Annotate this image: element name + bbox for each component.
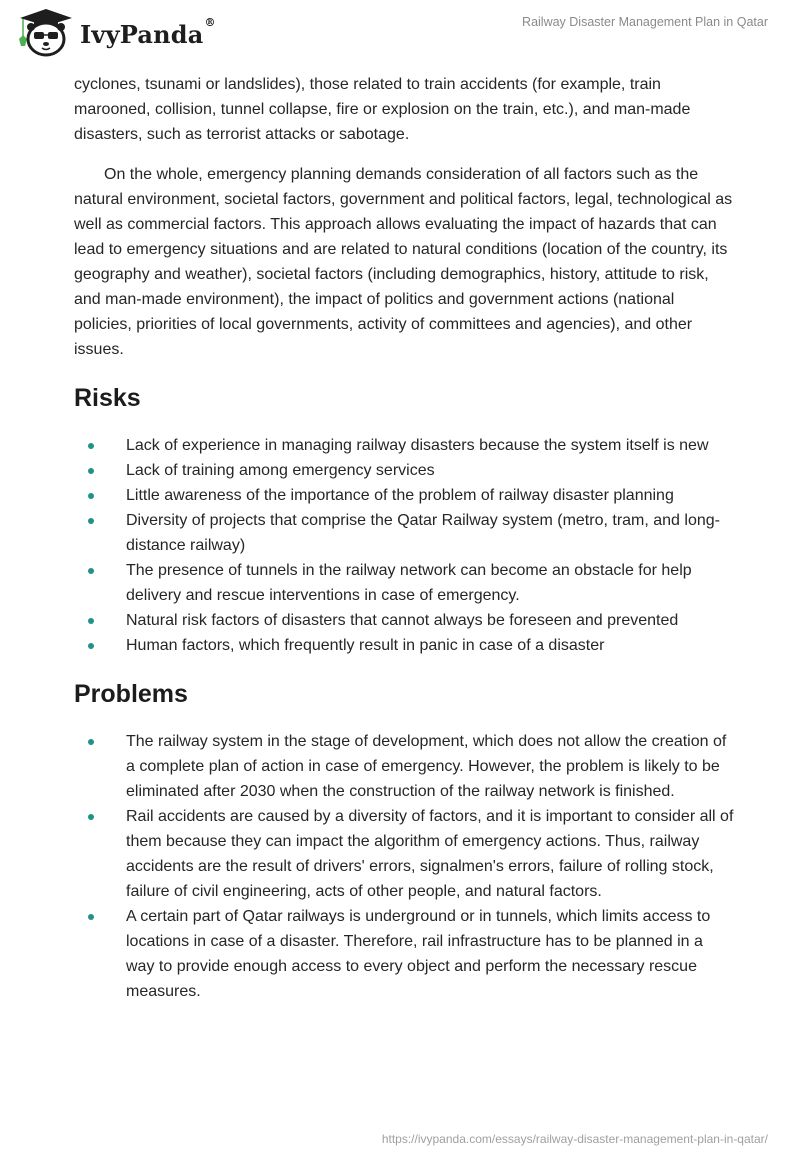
bullet-icon (88, 618, 94, 624)
problems-list (74, 729, 734, 1004)
bullet-icon (88, 468, 94, 474)
list-item: A certain part of Qatar railways is underground or in tunnels, which limits access to locations in case of a disaster. Therefore, rail infrastructure has to be planned in a way to provide enough access to every object and perform the necessary rescue measures. (74, 904, 734, 1004)
list-item: Human factors, which frequently result in panic in case of a disaster (74, 633, 734, 658)
paragraph: On the whole, emergency planning demands consideration of all factors such as the natural environment, societal factors, government and political factors, legal, technological as well as commercial factors. This approach allows evaluating the impact of hazards that can lead to emergency situations and are related to natural conditions (location of the country, its geography and weather), societal factors (including demographics, history, attitude to risk, and man-made environment), the impact of politics and government actions (national policies, priorities of local governments, activity of committees and agencies), and other issues. (74, 166, 733, 358)
bullet-icon (88, 814, 94, 820)
bullet-icon (88, 643, 94, 649)
list-item: Rail accidents are caused by a diversity of factors, and it is important to consider all of them because they can impact the algorithm of emergency actions. Thus, railway accidents are the result of drivers' errors, signalmen's errors, failure of rolling stock, failure of civil engineering, acts of other people, and natural factors. (74, 804, 734, 904)
risks-list (74, 433, 734, 658)
ivypanda-logo[interactable] (14, 6, 216, 58)
list-item: Diversity of projects that comprise the Qatar Railway system (metro, tram, and long-distance railway) (74, 508, 734, 558)
list-item: The railway system in the stage of development, which does not allow the creation of a complete plan of action in case of emergency. However, the problem is likely to be eliminated after 2030 when the construction of the railway network is finished. (74, 729, 734, 804)
bullet-icon (88, 914, 94, 920)
list-item: Lack of experience in managing railway disasters because the system itself is new (74, 433, 734, 458)
bullet-icon (88, 493, 94, 499)
bullet-icon (88, 739, 94, 745)
bullet-icon (88, 568, 94, 574)
bullet-icon (88, 518, 94, 524)
list-item: Lack of training among emergency services (74, 458, 734, 483)
list-item: Natural risk factors of disasters that cannot always be foreseen and prevented (74, 608, 734, 633)
list-item: The presence of tunnels in the railway network can become an obstacle for help delivery and rescue interventions in case of emergency. (74, 558, 734, 608)
document-title: Railway Disaster Management Plan in Qatar (522, 15, 768, 29)
list-item: Little awareness of the importance of the problem of railway disaster planning (74, 483, 734, 508)
section-heading-problems: Problems (74, 680, 188, 708)
section-heading-risks: Risks (74, 384, 141, 412)
essay-content (74, 72, 734, 1004)
paragraph: cyclones, tsunami or landslides), those related to train accidents (for example, train marooned, collision, tunnel collapse, fire or explosion on the train, etc.), and man-made disasters, such as terrorist attacks or sabotage. (74, 76, 691, 143)
logo-wordmark: IvyPanda® (80, 15, 216, 49)
source-url[interactable]: https://ivypanda.com/essays/railway-disaster-management-plan-in-qatar/ (381, 1132, 768, 1146)
bullet-icon (88, 443, 94, 449)
panda-graduation-cap-icon (14, 6, 74, 58)
page-header (0, 0, 800, 60)
